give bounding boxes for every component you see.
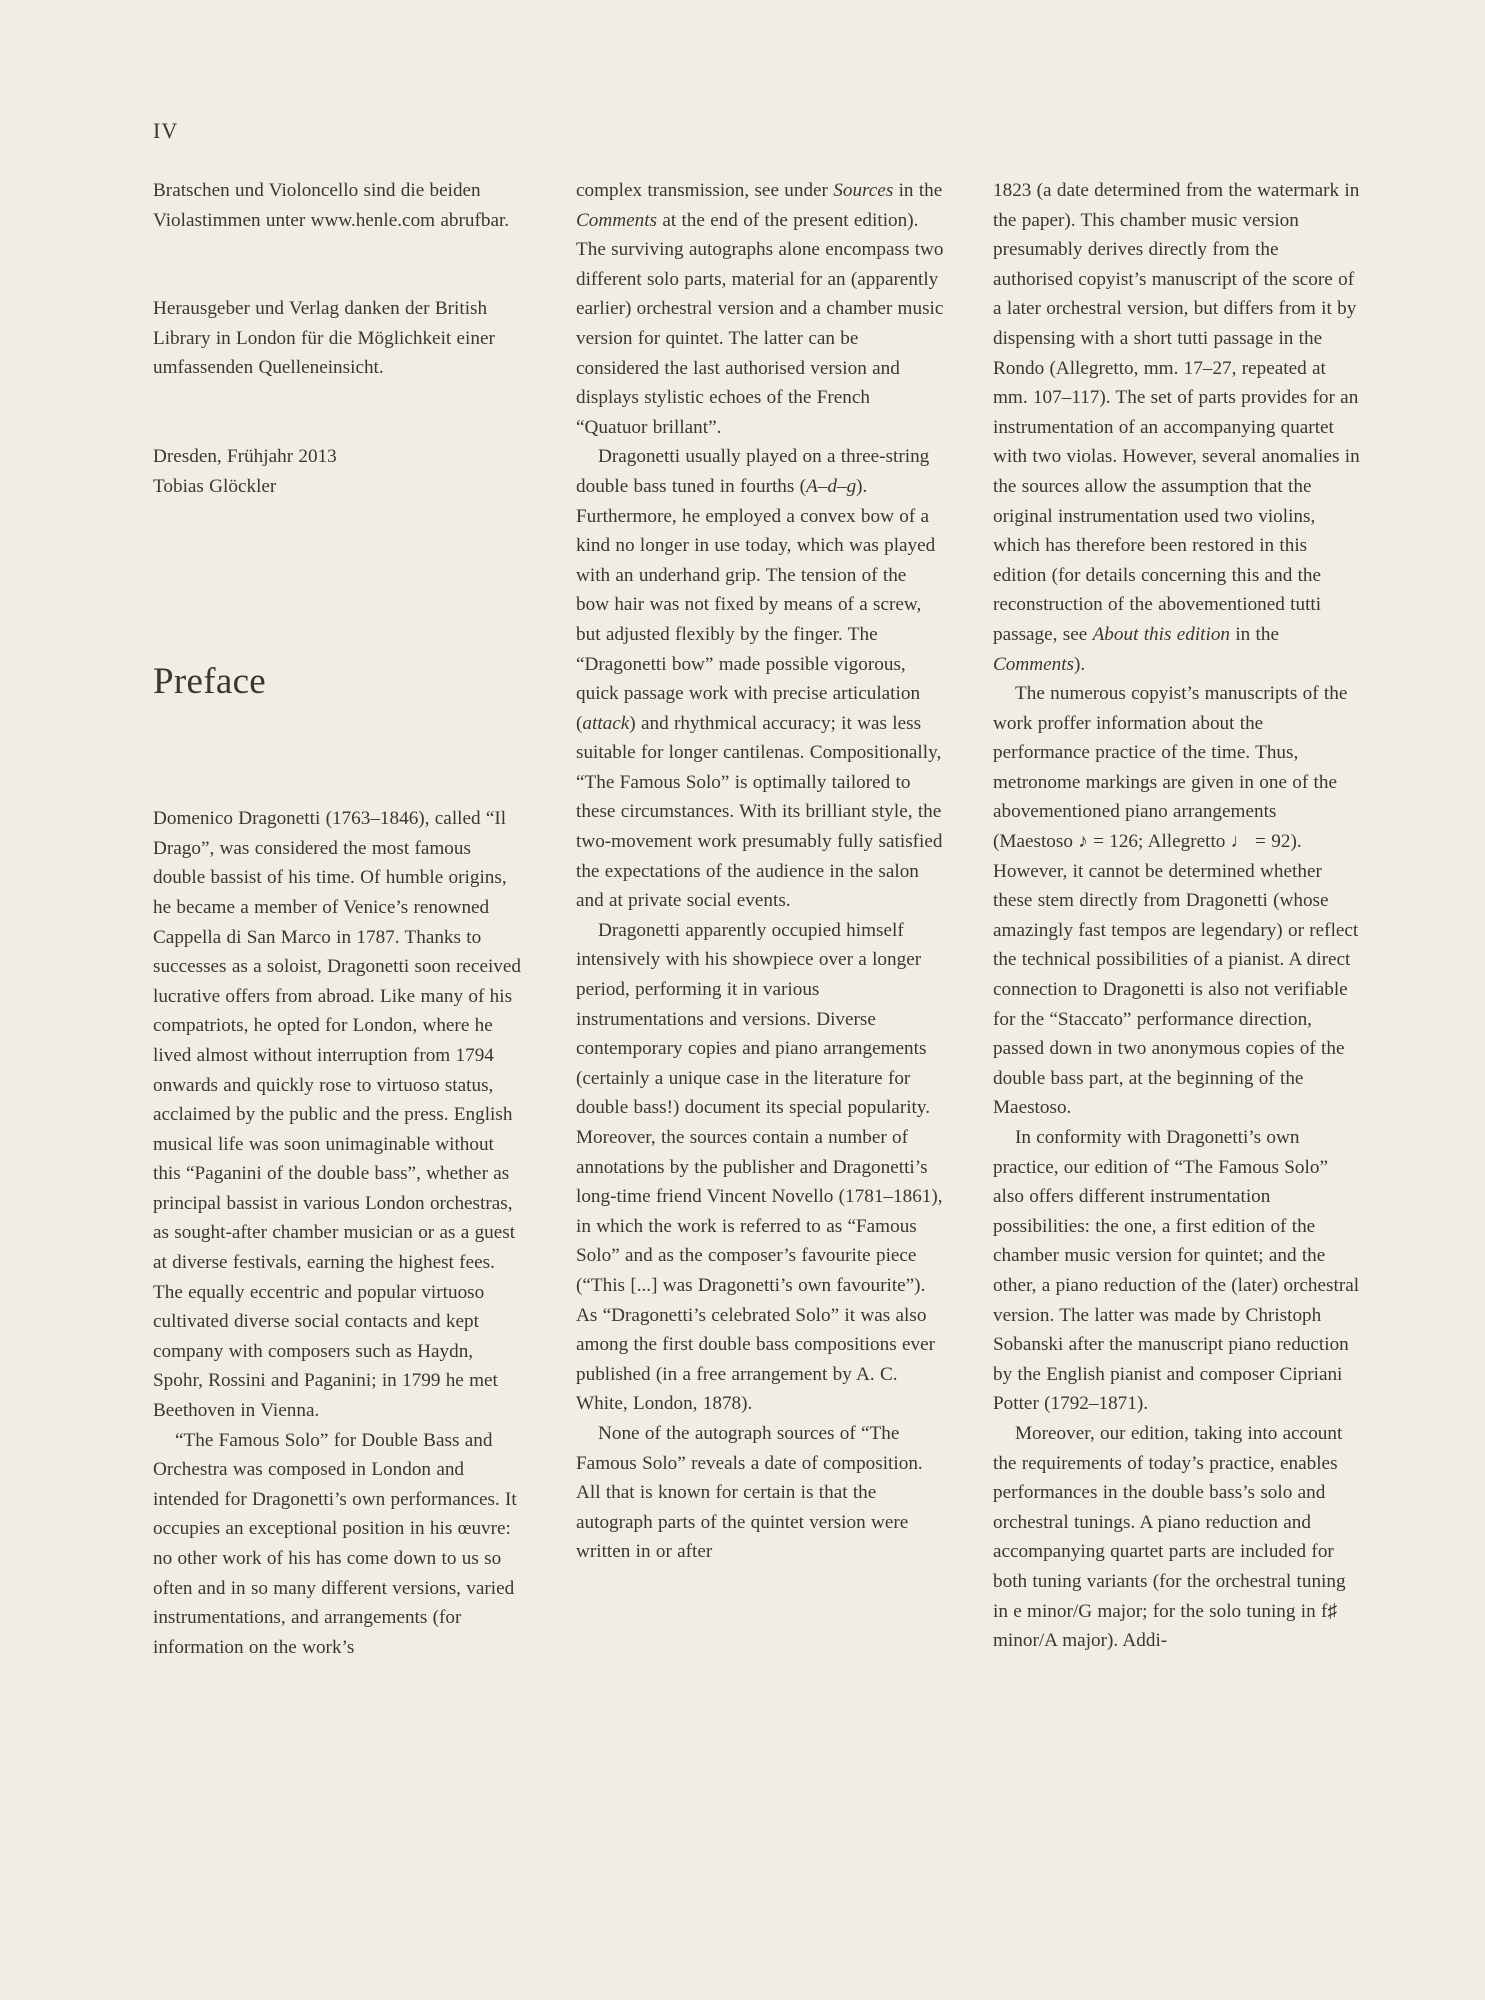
paragraph: Moreover, our edition, taking into account the requirements of today’s practice, enables performances in the double bass’s solo and orchestral tunings. A piano reduction and accompanying quartet parts are included for both tuning variants (for the orchestral tuning in e minor/G major; for the solo tuning in f♯ minor/A major). Addi-	[993, 1422, 1346, 1652]
paragraph: Dragonetti usually played on a three-string double bass tuned in fourths (A–d–g). Furthermore, he employed a convex bow of a kind no longer in use today, which was played with an underhand grip. The tension of the bow hair was not fixed by means of a screw, but adjusted flexibly by the finger. The “Dragonetti bow” made possible vigorous, quick passage work with precise articulation (attack) and rhythmical accuracy; it was less suitable for longer cantilenas. Compositionally, “The Famous Solo” is optimally tailored to these circumstances. With its brilliant style, the two-movement work presumably fully satisfied the expectations of the audience in the salon and at private social events.	[576, 446, 943, 912]
paragraph: Bratschen und Violoncello sind die beiden Violastimmen unter www.henle.com abrufbar.	[153, 180, 510, 231]
section-heading: Preface	[153, 661, 267, 703]
place-date: Dresden, Frühjahr 2013	[153, 445, 337, 467]
paragraph: “The Famous Solo” for Double Bass and Orchestra was composed in London and intended for Dragonetti’s own performances. It occupies an exceptional position in his œuvre: no other work of his has come down to us so often and in so many different versions, varied instrumentations, and arrangements (for information on the work’s	[153, 1429, 517, 1658]
paragraph: Herausgeber und Verlag danken der British Library in London für die Möglichkeit einer umfassenden Quelleneinsicht.	[153, 298, 495, 379]
paragraph: 1823 (a date determined from the watermark in the paper). This chamber music version presumably derives directly from the authorised copyist’s manuscript of the score of a later orchestral version, but differs from it by dispensing with a short tutti passage in the Rondo (Allegretto, mm. 17–27, repeated at mm. 107–117). The set of parts provides for an instrumentation of an accompanying quartet with two violas. However, several anomalies in the sources allow the assumption that the original instrumentation used two violins, which has therefore been restored in this edition (for details concerning this and the reconstruction of the abovementioned tutti passage, see About this edition in the Comments).	[993, 180, 1360, 675]
paragraph: Domenico Dragonetti (1763–1846), called “Il Drago”, was considered the most famous double bassist of his time. Of humble origins, he became a member of Venice’s renowned Cappella di San Marco in 1787. Thanks to successes as a soloist, Dragonetti soon received lucrative offers from abroad. Like many of his compatriots, he opted for London, where he lived almost without interruption from 1794 onwards and quickly rose to virtuoso status, acclaimed by the public and the press. English musical life was soon unimaginable without this “Paganini of the double bass”, whether as principal bassist in various London orchestras, as sought-after chamber musician or as a guest at diverse festivals, earning the highest fees. The equally eccentric and popular virtuoso cultivated diverse social contacts and kept company with composers such as Haydn, Spohr, Rossini and Paganini; in 1799 he met Beethoven in Vienna.	[153, 808, 521, 1422]
column-middle	[576, 176, 944, 1567]
page-number: IV	[153, 118, 179, 143]
paragraph: None of the autograph sources of “The Famous Solo” reveals a date of composition. All that is known for certain is that the autograph parts of the quintet version were written in or after	[576, 1422, 923, 1563]
column-right	[993, 176, 1361, 1656]
paragraph: complex transmission, see under Sources in the Comments at the end of the present edition). The surviving autographs alone encompass two different solo parts, material for an (apparently earlier) orchestral version and a chamber music version for quintet. The latter can be considered the last authorised version and displays stylistic echoes of the French “Quatuor brillant”.	[576, 180, 944, 438]
paragraph: Dragonetti apparently occupied himself intensively with his showpiece over a longer period, performing it in various instrumentations and versions. Diverse contemporary copies and piano arrangements (certainly a unique case in the literature for double bass!) document its special popularity. Moreover, the sources contain a number of annotations by the publisher and Dragonetti’s long-time friend Vincent Novello (1781–1861), in which the work is referred to as “Famous Solo” and as the composer’s favourite piece (“This [...] was Dragonetti’s own favourite”). As “Dragonetti’s celebrated Solo” it was also among the first double bass compositions ever published (in a free arrangement by A. C. White, London, 1878).	[576, 919, 943, 1415]
author-name: Tobias Glöckler	[153, 475, 277, 497]
column-left	[153, 176, 521, 1662]
paragraph: In conformity with Dragonetti’s own practice, our edition of “The Famous Solo” also offers different instrumentation possibilities: the one, a first edition of the chamber music version for quintet; and the other, a piano reduction of the (later) orchestral version. The latter was made by Christoph Sobanski after the manuscript piano reduction by the English pianist and composer Cipriani Potter (1792–1871).	[993, 1127, 1360, 1415]
paragraph: The numerous copyist’s manuscripts of the work proffer information about the performance practice of the time. Thus, metronome markings are given in one of the abovementioned piano arrangements (Maestoso ♪ = 126; Allegretto ♩ = 92). However, it cannot be determined whether these stem directly from Dragonetti (whose amazingly fast tempos are legendary) or reflect the technical possibilities of a pianist. A direct connection to Dragonetti is also not verifiable for the “Staccato” performance direction, passed down in two anonymous copies of the double bass part, at the beginning of the Maestoso.	[993, 683, 1359, 1119]
